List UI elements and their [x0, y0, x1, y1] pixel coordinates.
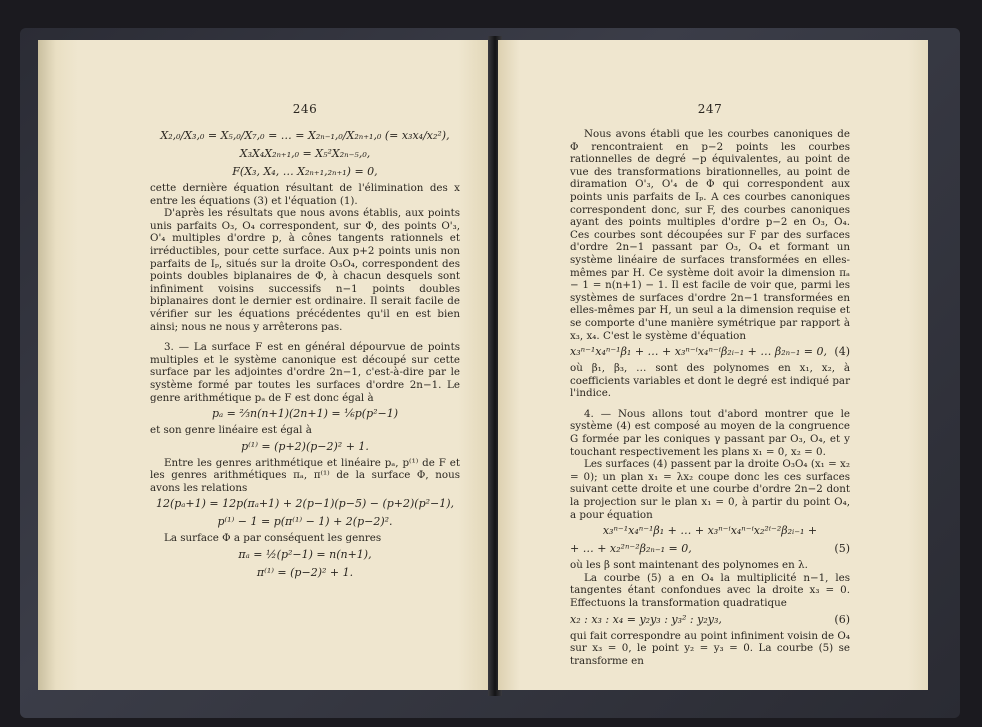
equation-number: (5) [834, 542, 850, 556]
equation-text: + … + x₂²ⁿ⁻²β₂ₙ₋₁ = 0, [570, 542, 692, 556]
equation [570, 541, 850, 557]
paragraph: qui fait correspondre au point infiniment voisin de O₄ sur x₃ = 0, le point y₂ = y₃ = 0. La courbe (5) se transforme en [570, 629, 850, 667]
paragraph: La courbe (5) a en O₄ la multiplicité n−1, les tangentes étant confondues avec la droite x₃ = 0. Effectuons la transformation quadratique [570, 571, 850, 609]
equation: p⁽¹⁾ − 1 = p(π⁽¹⁾ − 1) + 2(p−2)². [217, 515, 393, 529]
equation: x₃ⁿ⁻¹x₄ⁿ⁻¹β₁ + … + x₃ⁿ⁻ⁱx₄ⁿ⁻ⁱx₂²ⁱ⁻²β₂ᵢ₋₁ + [602, 524, 818, 538]
equation [570, 612, 850, 628]
equation-text: x₃ⁿ⁻¹x₄ⁿ⁻¹β₁ + … + x₃ⁿ⁻ⁱx₄ⁿ⁻ⁱβ₂ᵢ₋₁ + … β₂ₙ₋₁ = 0, [570, 345, 827, 359]
page-number: 246 [292, 102, 318, 116]
left-page [38, 40, 490, 690]
equation-number: (6) [834, 612, 850, 626]
equation: F(X₃, X₄, … X₂ₙ₊₁,₂ₙ₊₁) = 0, [232, 165, 378, 178]
paragraph: cette dernière équation résultant de l'élimination des x entre les équations (3) et l'équation (1). [150, 182, 460, 207]
paragraph: 3. — La surface F est en général dépourvue de points multiples et le système canonique est découpé sur cette surface par les adjointes d'ordre 2n−1, c'est-à-dire par le système formé par toutes les surfaces d'ordre 2n−1. Le genre arithmétique pₐ de F est donc égal à [150, 341, 460, 404]
equation: πₐ = ½(p²−1) = n(n+1), [238, 548, 372, 562]
equation: pₐ = ⅔n(n+1)(2n+1) = ⅙p(p²−1) [211, 407, 399, 421]
equation: X₂,₀/X₃,₀ = X₅,₀/X₇,₀ = … = X₂ₙ₋₁,₀/X₂ₙ₊₁,₀ (= x₃x₄/x₂²), [160, 129, 450, 142]
equation-text: x₂ : x₃ : x₄ = y₂y₃ : y₃² : y₂y₃, [570, 612, 722, 626]
paragraph: Les surfaces (4) passent par la droite O₃O₄ (x₁ = x₂ = 0); un plan x₁ = λx₂ coupe donc les ces surfaces suivant cette droite et une courbe d'ordre 2n−2 dont la projection sur le plan x₁ = 0, à partir du point O₄, a pour équation [570, 458, 850, 521]
paragraph: D'après les résultats que nous avons établis, aux points unis parfaits O₃, O₄ correspondent, sur Φ, des points O'₃, O'₄ multiples d'ordre p, à cônes tangents rationnels et irréductibles, pour cette surface. Aux p+2 points unis non parfaits de Iₚ, situés sur la droite O₃O₄, correspondent des points doubles biplanaires de Φ, à chacun desquels sont infiniment voisins successifs n−1 points doubles biplanaires dont le dernier est ordinaire. Il serait facile de vérifier sur les équations précédentes qu'il en est bien ainsi; nous ne nous y arrêterons pas. [150, 207, 460, 333]
paragraph: Entre les genres arithmétique et linéaire pₐ, p⁽¹⁾ de F et les genres arithmétiques πₐ, π⁽¹⁾ de la surface Φ, nous avons les relations [150, 456, 460, 494]
equation: 12(pₐ+1) = 12p(πₐ+1) + 2(p−1)(p−5) − (p+2)(p²−1), [155, 497, 455, 511]
equation: X₃X₄X₂ₙ₊₁,₀ = X₅²X₂ₙ₋₅,₀, [239, 147, 371, 160]
right-page [498, 40, 928, 690]
page-number: 247 [697, 102, 723, 116]
equation: π⁽¹⁾ = (p−2)² + 1. [256, 566, 354, 580]
paragraph: 4. — Nous allons tout d'abord montrer que le système (4) est composé au moyen de la congruence G formée par les coniques γ passant par O₃, O₄, et y touchant respectivement les plans x₁ = 0, x₂ = 0. [570, 407, 850, 458]
paragraph: et son genre linéaire est égal à [150, 424, 312, 437]
equation-number: (4) [834, 345, 850, 359]
paragraph: Nous avons établi que les courbes canoniques de Φ rencontraient en p−2 points les courbes rationnelles de degré −p équivalentes, au point de vue des transformations birationnelles, au point de diramation O'₃, O'₄ de Φ qui correspondent aux points unis parfaits de Iₚ. A ces courbes canoniques correspondent donc, sur F, des courbes canoniques ayant des points multiples d'ordre p−2 en O₃, O₄. Ces courbes sont découpées sur F par des surfaces d'ordre 2n−1 passant par O₃, O₄ et formant un système linéaire de surfaces transformées en elles-mêmes par H. Ce système doit avoir la dimension πₐ − 1 = n(n+1) − 1. Il est facile de voir que, parmi les systèmes de surfaces d'ordre 2n−1 transformées en elles-mêmes par H, un seul a la dimension requise et se comporte d'une manière symétrique par rapport à x₃, x₄. C'est le système d'équation [570, 128, 850, 342]
equation [570, 344, 850, 360]
paragraph: La surface Φ a par conséquent les genres [164, 532, 382, 545]
paragraph: où les β sont maintenant des polynomes en λ. [570, 559, 808, 572]
paragraph: où β₁, β₃, … sont des polynomes en x₁, x₂, à coefficients variables et dont le degré est indiqué par l'indice. [570, 362, 850, 400]
equation: p⁽¹⁾ = (p+2)(p−2)² + 1. [241, 439, 369, 453]
